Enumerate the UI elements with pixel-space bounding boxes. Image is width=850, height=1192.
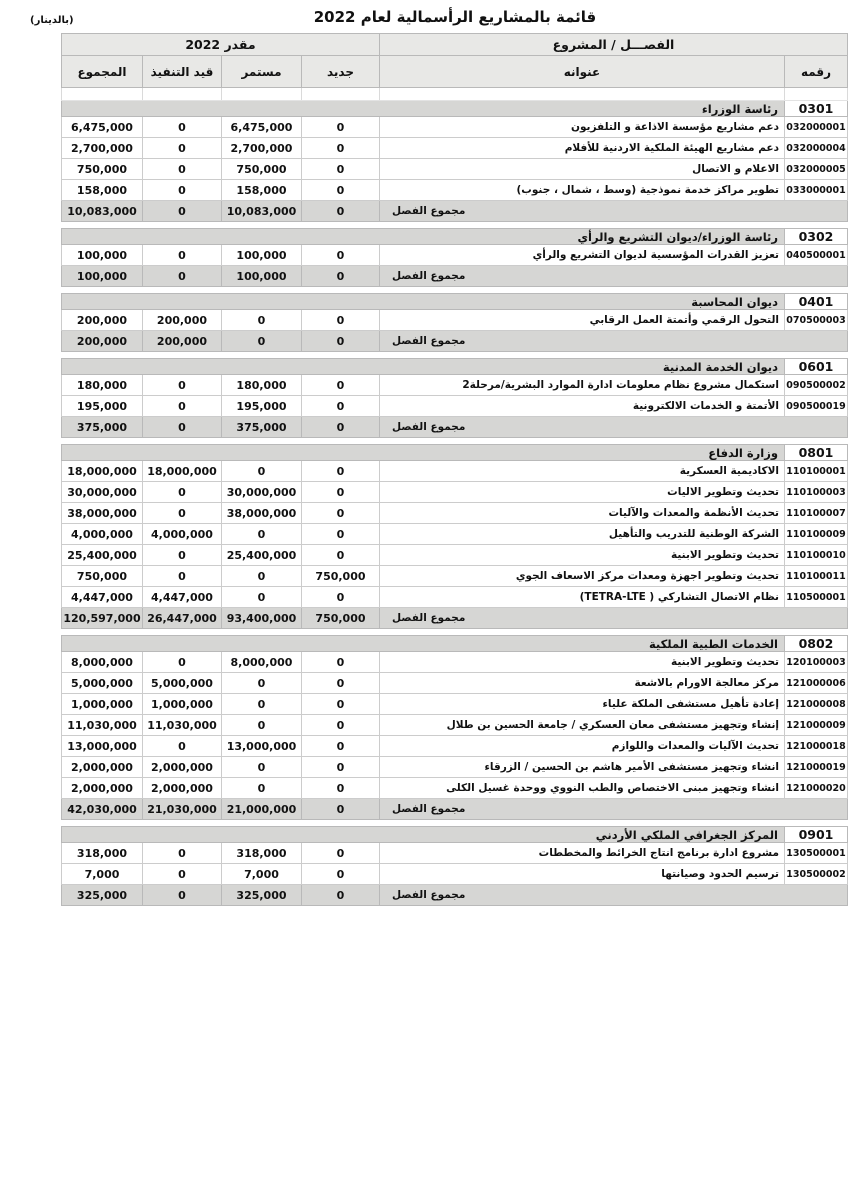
value-total: 195,000	[61, 396, 142, 417]
total-in-progress: 21,030,000	[142, 799, 221, 820]
total-continuing: 10,083,000	[221, 201, 301, 222]
table-row	[61, 245, 847, 266]
value-total: 8,000,000	[61, 652, 142, 673]
total-new: 0	[301, 331, 379, 352]
section-header-row	[61, 359, 847, 375]
value-total: 6,475,000	[61, 117, 142, 138]
value-total: 200,000	[61, 310, 142, 331]
value-total: 318,000	[61, 843, 142, 864]
section-gap-row	[61, 438, 847, 445]
value-new: 0	[301, 482, 379, 503]
value-continuing: 0	[221, 757, 301, 778]
section-name: ديوان المحاسبة	[61, 294, 784, 310]
section-code: 0601	[785, 359, 848, 375]
value-total: 2,700,000	[61, 138, 142, 159]
chapter-total-label: مجموع الفصل	[379, 608, 847, 629]
value-new: 0	[301, 736, 379, 757]
value-new: 0	[301, 461, 379, 482]
value-new: 0	[301, 652, 379, 673]
chapter-total-row	[61, 266, 847, 287]
page-title: قائمة بالمشاريع الرأسمالية لعام 2022	[313, 8, 597, 26]
value-continuing: 13,000,000	[221, 736, 301, 757]
table-row	[61, 375, 847, 396]
total-continuing: 375,000	[221, 417, 301, 438]
value-in-progress: 5,000,000	[142, 673, 221, 694]
project-title-cell: تطوير مراكز خدمة نموذجية (وسط ، شمال ، جنوب)	[379, 180, 784, 201]
value-continuing: 8,000,000	[221, 652, 301, 673]
project-title-cell: مركز معالجة الاورام بالاشعة	[379, 673, 784, 694]
table-row	[61, 159, 847, 180]
value-total: 25,400,000	[61, 545, 142, 566]
project-id-cell: 121000006	[785, 673, 848, 694]
section-gap-row	[61, 287, 847, 294]
value-total: 4,000,000	[61, 524, 142, 545]
project-id-cell: 032000005	[785, 159, 848, 180]
project-id-cell: 110100011	[785, 566, 848, 587]
section-header-row	[61, 827, 847, 843]
total-total: 10,083,000	[61, 201, 142, 222]
header-chapter-project: الفصـــل / المشروع	[379, 34, 847, 56]
value-continuing: 0	[221, 461, 301, 482]
header-spacer-row	[61, 88, 847, 101]
section-name: ديوان الخدمة المدنية	[61, 359, 784, 375]
section-gap-row	[61, 820, 847, 827]
project-title-cell: دعم مشاريع مؤسسة الاذاعة و التلفزيون	[379, 117, 784, 138]
section-header-row	[61, 445, 847, 461]
table-row	[61, 396, 847, 417]
project-title-cell: انشاء وتجهيز مستشفى الأمير هاشم بن الحسين / الزرقاء	[379, 757, 784, 778]
value-new: 0	[301, 245, 379, 266]
total-in-progress: 0	[142, 885, 221, 906]
chapter-total-row	[61, 885, 847, 906]
total-in-progress: 26,447,000	[142, 608, 221, 629]
section-gap-cell	[61, 287, 847, 294]
table-body	[61, 101, 847, 906]
total-in-progress: 0	[142, 417, 221, 438]
project-id-cell: 040500001	[785, 245, 848, 266]
value-in-progress: 4,447,000	[142, 587, 221, 608]
table-row	[61, 843, 847, 864]
total-new: 0	[301, 799, 379, 820]
table-row	[61, 138, 847, 159]
chapter-total-label: مجموع الفصل	[379, 799, 847, 820]
project-id-cell: 090500019	[785, 396, 848, 417]
value-in-progress: 0	[142, 375, 221, 396]
project-id-cell: 110100007	[785, 503, 848, 524]
header-columns-row	[61, 56, 847, 88]
value-total: 158,000	[61, 180, 142, 201]
project-id-cell: 110100010	[785, 545, 848, 566]
section-header-row	[61, 101, 847, 117]
section-gap-row	[61, 222, 847, 229]
value-total: 4,447,000	[61, 587, 142, 608]
section-gap-cell	[61, 352, 847, 359]
project-title-cell: الأتمتة و الخدمات الالكترونية	[379, 396, 784, 417]
table-row	[61, 694, 847, 715]
chapter-total-row	[61, 417, 847, 438]
col-header-number: رقمه	[785, 56, 848, 88]
table-row	[61, 587, 847, 608]
chapter-total-label: مجموع الفصل	[379, 266, 847, 287]
value-continuing: 0	[221, 566, 301, 587]
total-new: 0	[301, 417, 379, 438]
value-total: 5,000,000	[61, 673, 142, 694]
table-row	[61, 778, 847, 799]
section-header-row	[61, 294, 847, 310]
project-title-cell: إنشاء وتجهيز مستشفى معان العسكري / جامعة الحسين بن طلال	[379, 715, 784, 736]
value-continuing: 25,400,000	[221, 545, 301, 566]
value-new: 0	[301, 545, 379, 566]
table-row	[61, 736, 847, 757]
section-code: 0901	[785, 827, 848, 843]
value-new: 0	[301, 757, 379, 778]
table-row	[61, 757, 847, 778]
total-continuing: 93,400,000	[221, 608, 301, 629]
project-id-cell: 090500002	[785, 375, 848, 396]
project-id-cell: 121000019	[785, 757, 848, 778]
table-row	[61, 652, 847, 673]
project-id-cell: 070500003	[785, 310, 848, 331]
value-continuing: 0	[221, 587, 301, 608]
value-continuing: 6,475,000	[221, 117, 301, 138]
value-new: 0	[301, 694, 379, 715]
table-row	[61, 310, 847, 331]
value-new: 0	[301, 159, 379, 180]
value-continuing: 0	[221, 778, 301, 799]
value-in-progress: 0	[142, 503, 221, 524]
project-id-cell: 121000020	[785, 778, 848, 799]
header-group-row	[61, 34, 847, 56]
value-in-progress: 0	[142, 843, 221, 864]
value-continuing: 318,000	[221, 843, 301, 864]
section-gap-cell	[61, 222, 847, 229]
value-in-progress: 0	[142, 180, 221, 201]
value-in-progress: 4,000,000	[142, 524, 221, 545]
section-code: 0802	[785, 636, 848, 652]
value-in-progress: 0	[142, 396, 221, 417]
value-in-progress: 2,000,000	[142, 778, 221, 799]
value-total: 18,000,000	[61, 461, 142, 482]
value-continuing: 0	[221, 694, 301, 715]
project-id-cell: 121000018	[785, 736, 848, 757]
project-title-cell: تحديث وتطوير الابنية	[379, 545, 784, 566]
value-in-progress: 0	[142, 736, 221, 757]
table-row	[61, 715, 847, 736]
project-title-cell: تحديث الأنظمة والمعدات والآليات	[379, 503, 784, 524]
project-title-cell: تحديث الآليات والمعدات واللوازم	[379, 736, 784, 757]
total-total: 120,597,000	[61, 608, 142, 629]
value-continuing: 38,000,000	[221, 503, 301, 524]
value-continuing: 750,000	[221, 159, 301, 180]
project-title-cell: دعم مشاريع الهيئة الملكية الاردنية للأفلام	[379, 138, 784, 159]
table-row	[61, 117, 847, 138]
value-total: 38,000,000	[61, 503, 142, 524]
value-total: 750,000	[61, 159, 142, 180]
value-continuing: 0	[221, 715, 301, 736]
total-total: 100,000	[61, 266, 142, 287]
section-header-row	[61, 229, 847, 245]
value-continuing: 100,000	[221, 245, 301, 266]
value-new: 0	[301, 396, 379, 417]
value-new: 0	[301, 138, 379, 159]
project-id-cell: 130500001	[785, 843, 848, 864]
project-title-cell: استكمال مشروع نظام معلومات ادارة الموارد البشرية/مرحلة2	[379, 375, 784, 396]
value-in-progress: 0	[142, 138, 221, 159]
project-title-cell: الشركة الوطنية للتدريب والتأهيل	[379, 524, 784, 545]
value-total: 1,000,000	[61, 694, 142, 715]
chapter-total-label: مجموع الفصل	[379, 885, 847, 906]
chapter-total-label: مجموع الفصل	[379, 331, 847, 352]
total-continuing: 0	[221, 331, 301, 352]
project-title-cell: تحديث وتطوير الابنية	[379, 652, 784, 673]
project-id-cell: 032000001	[785, 117, 848, 138]
chapter-total-row	[61, 799, 847, 820]
total-in-progress: 0	[142, 201, 221, 222]
section-code: 0401	[785, 294, 848, 310]
table-row	[61, 545, 847, 566]
value-new: 0	[301, 375, 379, 396]
total-total: 42,030,000	[61, 799, 142, 820]
project-title-cell: الاكاديمية العسكرية	[379, 461, 784, 482]
value-in-progress: 2,000,000	[142, 757, 221, 778]
table-row	[61, 503, 847, 524]
value-continuing: 180,000	[221, 375, 301, 396]
value-in-progress: 0	[142, 159, 221, 180]
total-continuing: 325,000	[221, 885, 301, 906]
value-continuing: 195,000	[221, 396, 301, 417]
value-in-progress: 0	[142, 117, 221, 138]
value-in-progress: 0	[142, 864, 221, 885]
col-header-in-progress: قيد التنفيذ	[142, 56, 221, 88]
project-title-cell: الاعلام و الاتصال	[379, 159, 784, 180]
project-id-cell: 110100003	[785, 482, 848, 503]
project-id-cell: 033000001	[785, 180, 848, 201]
value-total: 13,000,000	[61, 736, 142, 757]
value-new: 0	[301, 715, 379, 736]
value-new: 0	[301, 587, 379, 608]
value-in-progress: 0	[142, 652, 221, 673]
value-new: 750,000	[301, 566, 379, 587]
section-gap-cell	[61, 438, 847, 445]
project-title-cell: انشاء وتجهيز مبنى الاختصاص والطب النووي ووحدة غسيل الكلى	[379, 778, 784, 799]
project-id-cell: 130500002	[785, 864, 848, 885]
total-in-progress: 0	[142, 266, 221, 287]
value-continuing: 7,000	[221, 864, 301, 885]
value-continuing: 2,700,000	[221, 138, 301, 159]
total-total: 200,000	[61, 331, 142, 352]
value-continuing: 158,000	[221, 180, 301, 201]
value-total: 180,000	[61, 375, 142, 396]
value-new: 0	[301, 524, 379, 545]
value-in-progress: 0	[142, 566, 221, 587]
table-row	[61, 482, 847, 503]
section-name: وزارة الدفاع	[61, 445, 784, 461]
col-header-continuing: مستمر	[221, 56, 301, 88]
value-new: 0	[301, 843, 379, 864]
chapter-total-row	[61, 201, 847, 222]
total-total: 375,000	[61, 417, 142, 438]
value-continuing: 30,000,000	[221, 482, 301, 503]
project-title-cell: تعزيز القدرات المؤسسية لديوان التشريع والرأي	[379, 245, 784, 266]
value-total: 2,000,000	[61, 757, 142, 778]
total-new: 750,000	[301, 608, 379, 629]
project-id-cell: 121000009	[785, 715, 848, 736]
col-header-new: جديد	[301, 56, 379, 88]
section-name: رئاسة الوزراء	[61, 101, 784, 117]
value-continuing: 0	[221, 673, 301, 694]
chapter-total-row	[61, 331, 847, 352]
project-title-cell: تحديث وتطوير اجهزة ومعدات مركز الاسعاف الجوي	[379, 566, 784, 587]
table-row	[61, 566, 847, 587]
section-gap-row	[61, 352, 847, 359]
value-in-progress: 18,000,000	[142, 461, 221, 482]
value-in-progress: 0	[142, 545, 221, 566]
project-id-cell: 121000008	[785, 694, 848, 715]
section-code: 0301	[785, 101, 848, 117]
value-in-progress: 11,030,000	[142, 715, 221, 736]
section-header-row	[61, 636, 847, 652]
value-total: 750,000	[61, 566, 142, 587]
value-total: 30,000,000	[61, 482, 142, 503]
project-id-cell: 032000004	[785, 138, 848, 159]
value-total: 2,000,000	[61, 778, 142, 799]
project-id-cell: 110100001	[785, 461, 848, 482]
table-row	[61, 524, 847, 545]
total-continuing: 21,000,000	[221, 799, 301, 820]
currency-note: (بالدينار)	[30, 15, 74, 26]
total-new: 0	[301, 885, 379, 906]
project-title-cell: تحديث وتطوير الاليات	[379, 482, 784, 503]
section-name: المركز الجغرافي الملكي الأردني	[61, 827, 784, 843]
project-title-cell: ترسيم الحدود وصيانتها	[379, 864, 784, 885]
capital-projects-table	[61, 33, 848, 906]
table-row	[61, 864, 847, 885]
value-new: 0	[301, 864, 379, 885]
section-code: 0302	[785, 229, 848, 245]
total-total: 325,000	[61, 885, 142, 906]
value-total: 100,000	[61, 245, 142, 266]
value-new: 0	[301, 310, 379, 331]
section-gap-cell	[61, 629, 847, 636]
value-continuing: 0	[221, 310, 301, 331]
value-new: 0	[301, 673, 379, 694]
table-row	[61, 180, 847, 201]
project-id-cell: 120100003	[785, 652, 848, 673]
value-new: 0	[301, 180, 379, 201]
table-row	[61, 461, 847, 482]
section-name: الخدمات الطبية الملكية	[61, 636, 784, 652]
total-new: 0	[301, 266, 379, 287]
value-new: 0	[301, 117, 379, 138]
chapter-total-row	[61, 608, 847, 629]
value-in-progress: 1,000,000	[142, 694, 221, 715]
value-in-progress: 0	[142, 482, 221, 503]
section-code: 0801	[785, 445, 848, 461]
project-title-cell: إعادة تأهيل مستشفى الملكة علياء	[379, 694, 784, 715]
project-id-cell: 110500001	[785, 587, 848, 608]
header-estimated-2022: مقدر 2022	[61, 34, 379, 56]
total-new: 0	[301, 201, 379, 222]
value-new: 0	[301, 778, 379, 799]
total-in-progress: 200,000	[142, 331, 221, 352]
total-continuing: 100,000	[221, 266, 301, 287]
value-in-progress: 200,000	[142, 310, 221, 331]
col-header-total: المجموع	[61, 56, 142, 88]
value-total: 7,000	[61, 864, 142, 885]
project-title-cell: التحول الرقمي وأتمتة العمل الرقابي	[379, 310, 784, 331]
col-header-title: عنوانه	[379, 56, 784, 88]
value-in-progress: 0	[142, 245, 221, 266]
table-row	[61, 673, 847, 694]
value-new: 0	[301, 503, 379, 524]
section-name: رئاسة الوزراء/ديوان التشريع والرأي	[61, 229, 784, 245]
project-title-cell: مشروع ادارة برنامج انتاج الخرائط والمخططات	[379, 843, 784, 864]
value-total: 11,030,000	[61, 715, 142, 736]
projects-table-wrap	[62, 33, 848, 906]
section-gap-cell	[61, 820, 847, 827]
section-gap-row	[61, 629, 847, 636]
chapter-total-label: مجموع الفصل	[379, 417, 847, 438]
project-id-cell: 110100009	[785, 524, 848, 545]
value-continuing: 0	[221, 524, 301, 545]
chapter-total-label: مجموع الفصل	[379, 201, 847, 222]
project-title-cell: نظام الاتصال التشاركي ( TETRA-LTE)	[379, 587, 784, 608]
